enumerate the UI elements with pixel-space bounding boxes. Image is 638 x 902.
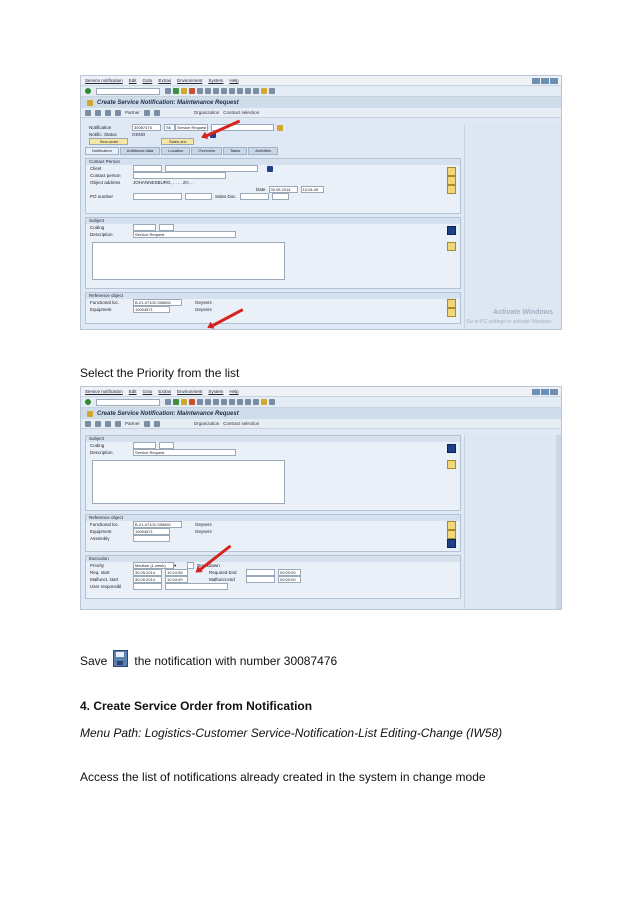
equipment-field[interactable]: 10094571 bbox=[133, 528, 170, 535]
coding-row bbox=[90, 224, 460, 231]
malf-start-row bbox=[90, 576, 460, 583]
maximize-icon[interactable] bbox=[541, 389, 549, 395]
funcloc-row bbox=[90, 299, 460, 306]
funcloc-label: Functional loc. bbox=[90, 300, 120, 305]
address-icon[interactable] bbox=[447, 167, 456, 176]
notification-form bbox=[85, 124, 461, 327]
tab-strip bbox=[85, 147, 461, 155]
description-label: Description bbox=[90, 450, 113, 455]
menu-environment[interactable]: Environment bbox=[177, 78, 203, 83]
save-text-after: the notification with number 30087476 bbox=[134, 654, 338, 668]
save-icon bbox=[113, 650, 128, 667]
tab-activities[interactable]: Activities bbox=[248, 147, 278, 155]
menu-environment[interactable]: Environment bbox=[177, 389, 203, 394]
long-text-edit-icon[interactable] bbox=[447, 460, 456, 469]
new-session-icon[interactable] bbox=[253, 399, 259, 405]
menu-bar bbox=[81, 76, 561, 86]
reference-object-group bbox=[85, 514, 461, 552]
date-label: Date bbox=[256, 187, 266, 192]
back-icon[interactable] bbox=[173, 88, 179, 94]
req-end-time-field[interactable]: 00:00:00 bbox=[278, 569, 301, 576]
find-next-icon[interactable] bbox=[213, 399, 219, 405]
equipment-text: Geysers bbox=[195, 529, 212, 534]
user-responsible-label: User responsibl bbox=[90, 584, 122, 589]
user-responsible-row bbox=[90, 583, 460, 590]
equipment-structure-icon[interactable] bbox=[447, 530, 456, 539]
req-start-row bbox=[90, 569, 460, 576]
next-page-icon[interactable] bbox=[237, 399, 243, 405]
subject-group bbox=[85, 217, 461, 289]
funcloc-field[interactable]: B-21-07102-S08801 bbox=[133, 521, 182, 528]
sales-doc-item-field[interactable] bbox=[272, 193, 289, 200]
workflow-icon[interactable] bbox=[154, 421, 160, 427]
status-row bbox=[89, 131, 461, 138]
user-responsible-field[interactable] bbox=[133, 583, 162, 590]
assembly-field[interactable] bbox=[133, 535, 170, 542]
menu-system[interactable]: System bbox=[208, 389, 224, 394]
description-label: Description bbox=[90, 232, 113, 237]
notification-row bbox=[89, 124, 461, 131]
description-field[interactable]: Service Request bbox=[133, 449, 236, 456]
funcloc-structure-icon[interactable] bbox=[447, 521, 456, 530]
right-panel bbox=[464, 124, 561, 329]
tab-location[interactable]: Location bbox=[161, 147, 190, 155]
priority-dropdown[interactable]: Medium (1 week) bbox=[133, 562, 174, 569]
find-icon[interactable] bbox=[205, 88, 211, 94]
subject-group bbox=[85, 435, 461, 511]
priority-row bbox=[90, 562, 460, 569]
execution-group bbox=[85, 555, 461, 599]
subject-group-title: Subject bbox=[86, 218, 460, 224]
first-page-icon[interactable] bbox=[221, 399, 227, 405]
client-id-field[interactable] bbox=[133, 165, 162, 172]
req-start-date-field[interactable]: 30.05.2014 bbox=[133, 569, 162, 576]
enter-icon[interactable] bbox=[85, 399, 91, 405]
coding-group-field[interactable] bbox=[133, 224, 156, 231]
menu-extras[interactable]: Extras bbox=[158, 389, 172, 394]
execution-group-title: Execution bbox=[86, 556, 460, 562]
workflow-icon[interactable] bbox=[154, 110, 160, 116]
screen-title: Create Service Notification: Maintenance Request bbox=[97, 410, 239, 417]
coding-row bbox=[90, 442, 460, 449]
date-field[interactable]: 30.05.2014 bbox=[269, 186, 298, 193]
access-instruction: Access the list of notifications already created in the system in change mode bbox=[80, 770, 486, 784]
client-info-icon[interactable] bbox=[267, 166, 273, 172]
menu-system[interactable]: System bbox=[208, 78, 224, 83]
screenshot-select-priority bbox=[80, 386, 562, 610]
contract-selection-button[interactable]: Contract selection bbox=[223, 110, 260, 115]
application-toolbar bbox=[81, 419, 561, 429]
display-icon[interactable] bbox=[85, 421, 91, 427]
funcloc-text: Geysers bbox=[195, 522, 212, 527]
exit-icon[interactable] bbox=[181, 399, 187, 405]
malf-end-label: Malfunct.end bbox=[209, 577, 235, 582]
subject-info-icon[interactable] bbox=[447, 444, 456, 453]
layout-icon[interactable] bbox=[269, 88, 275, 94]
description-field[interactable]: Service Request bbox=[133, 231, 236, 238]
equipment-label: Equipment bbox=[90, 529, 112, 534]
equipment-row bbox=[90, 528, 460, 535]
activation-watermark-sub: Go to PC settings to activate Windows. bbox=[466, 319, 553, 325]
help-icon[interactable] bbox=[261, 399, 267, 405]
close-icon[interactable] bbox=[550, 389, 558, 395]
exit-icon[interactable] bbox=[181, 88, 187, 94]
contact-row bbox=[90, 172, 460, 179]
save-text-before: Save bbox=[80, 654, 108, 668]
menu-service-notification[interactable]: Service notification bbox=[85, 78, 123, 83]
last-page-icon[interactable] bbox=[245, 399, 251, 405]
user-responsible-name-field[interactable] bbox=[165, 583, 228, 590]
funcloc-structure-icon[interactable] bbox=[447, 299, 456, 308]
standard-toolbar bbox=[81, 397, 561, 408]
assembly-label: Assembly bbox=[90, 536, 110, 541]
req-end-date-field[interactable] bbox=[246, 569, 275, 576]
po-label: PO number bbox=[90, 194, 114, 199]
subject-info-icon[interactable] bbox=[447, 226, 456, 235]
req-start-label: Req. start bbox=[90, 570, 110, 575]
date-row bbox=[90, 186, 460, 193]
reference-group-title: Reference object bbox=[86, 293, 460, 299]
activation-watermark: Activate Windows bbox=[493, 309, 553, 316]
back-icon[interactable] bbox=[173, 399, 179, 405]
menu-path-text: Menu Path: Logistics-Customer Service-Notification-List Editing-Change (IW58) bbox=[80, 726, 503, 740]
description-row bbox=[90, 231, 460, 238]
attachment-icon[interactable] bbox=[144, 110, 150, 116]
coding-code-field[interactable] bbox=[159, 224, 174, 231]
tab-notification[interactable]: Notification bbox=[85, 147, 119, 155]
find-icon[interactable] bbox=[205, 399, 211, 405]
new-session-icon[interactable] bbox=[253, 88, 259, 94]
display-icon[interactable] bbox=[85, 110, 91, 116]
serv-order-button[interactable]: Serv.order bbox=[89, 138, 128, 145]
funcloc-row bbox=[90, 521, 460, 528]
menu-goto[interactable]: Goto bbox=[142, 78, 153, 83]
equipment-row bbox=[90, 306, 460, 313]
menu-goto[interactable]: Goto bbox=[142, 389, 153, 394]
malf-end-date-field[interactable] bbox=[246, 576, 275, 583]
standard-toolbar bbox=[81, 86, 561, 97]
partner-icon[interactable] bbox=[115, 421, 121, 427]
contact-person-group bbox=[85, 158, 461, 214]
menu-help[interactable]: Help bbox=[229, 78, 239, 83]
tab-additional-data[interactable]: Additional data bbox=[120, 147, 160, 155]
notification-form bbox=[85, 435, 461, 607]
window-controls bbox=[532, 389, 558, 395]
section-heading: 4. Create Service Order from Notification bbox=[80, 699, 313, 713]
object-address-label: Object address bbox=[90, 180, 121, 185]
partner-button[interactable]: Partner bbox=[125, 421, 140, 426]
change-icon[interactable] bbox=[95, 421, 101, 427]
save-icon[interactable] bbox=[165, 88, 171, 94]
next-page-icon[interactable] bbox=[237, 88, 243, 94]
req-end-label: Required End bbox=[209, 570, 237, 575]
menu-edit[interactable]: Edit bbox=[128, 389, 137, 394]
equipment-field[interactable]: 10094571 bbox=[133, 306, 170, 313]
notification-icon bbox=[87, 411, 93, 417]
right-panel bbox=[464, 435, 561, 609]
last-page-icon[interactable] bbox=[245, 88, 251, 94]
print-icon[interactable] bbox=[197, 88, 203, 94]
coding-code-field[interactable] bbox=[159, 442, 174, 449]
contact-label: Contact person bbox=[90, 173, 121, 178]
menu-bar bbox=[81, 387, 561, 397]
object-address-value: JOHANNESBURG, . . . . ZA, . . bbox=[133, 180, 196, 185]
help-icon[interactable] bbox=[261, 88, 267, 94]
menu-help[interactable]: Help bbox=[229, 389, 239, 394]
prev-page-icon[interactable] bbox=[229, 399, 235, 405]
long-text-edit-icon[interactable] bbox=[447, 242, 456, 251]
attachment-icon[interactable] bbox=[144, 421, 150, 427]
subject-group-title: Subject bbox=[86, 436, 460, 442]
menu-service-notification[interactable]: Service notification bbox=[85, 389, 123, 394]
enter-icon[interactable] bbox=[85, 88, 91, 94]
save-icon[interactable] bbox=[165, 399, 171, 405]
object-icon[interactable] bbox=[105, 110, 111, 116]
po-number-field[interactable] bbox=[133, 193, 182, 200]
window-controls bbox=[532, 78, 558, 84]
screen-title: Create Service Notification: Maintenance Request bbox=[97, 99, 239, 106]
notification-icon bbox=[87, 100, 93, 106]
notification-label: Notification bbox=[89, 125, 112, 130]
command-field[interactable] bbox=[96, 88, 160, 95]
notification-number-field[interactable]: 30087476 bbox=[132, 124, 161, 131]
reference-object-group bbox=[85, 292, 461, 324]
close-icon[interactable] bbox=[550, 78, 558, 84]
long-text-icon[interactable] bbox=[277, 125, 283, 131]
client-name-field[interactable] bbox=[165, 165, 258, 172]
object-detail-icon[interactable] bbox=[447, 185, 456, 194]
screen-title-bar bbox=[81, 97, 561, 108]
application-toolbar bbox=[81, 108, 561, 118]
equipment-text: Geysers bbox=[195, 307, 212, 312]
maximize-icon[interactable] bbox=[541, 78, 549, 84]
description-row bbox=[90, 449, 460, 456]
sales-order-button[interactable]: Sales ord. bbox=[161, 138, 194, 145]
coding-group-field[interactable] bbox=[133, 442, 156, 449]
coding-label: Coding bbox=[90, 225, 105, 230]
notification-desc-field[interactable]: Service Request bbox=[177, 125, 207, 130]
sales-doc-field[interactable] bbox=[240, 193, 269, 200]
assembly-info-icon[interactable] bbox=[447, 539, 456, 548]
object-address-row bbox=[90, 179, 460, 186]
cancel-icon[interactable] bbox=[189, 399, 195, 405]
chevron-down-icon[interactable]: ▾ bbox=[174, 562, 177, 568]
menu-extras[interactable]: Extras bbox=[158, 78, 172, 83]
equipment-structure-icon[interactable] bbox=[447, 308, 456, 317]
equipment-label: Equipment bbox=[90, 307, 112, 312]
layout-icon[interactable] bbox=[269, 399, 275, 405]
malf-start-time-field[interactable]: 10:24:49 bbox=[165, 576, 188, 583]
partner-button[interactable]: Partner bbox=[125, 110, 140, 115]
status-label: Notific. Status bbox=[89, 132, 117, 137]
funcloc-label: Functional loc. bbox=[90, 522, 120, 527]
req-start-time-field[interactable]: 10:24:55 bbox=[165, 569, 188, 576]
prev-page-icon[interactable] bbox=[229, 88, 235, 94]
minimize-icon[interactable] bbox=[532, 389, 540, 395]
malf-start-label: Malfunct. start bbox=[90, 577, 119, 582]
menu-edit[interactable]: Edit bbox=[128, 78, 137, 83]
order-buttons-row bbox=[89, 138, 461, 145]
sales-doc-label: Sales Doc. bbox=[215, 194, 237, 199]
print-icon[interactable] bbox=[197, 399, 203, 405]
status-value: OSNO bbox=[132, 132, 146, 137]
time-field[interactable]: 10:24:49 bbox=[301, 186, 324, 193]
first-page-icon[interactable] bbox=[221, 88, 227, 94]
assembly-row bbox=[90, 535, 460, 542]
long-text-area[interactable] bbox=[92, 460, 285, 504]
command-field[interactable] bbox=[96, 399, 160, 406]
po-date-field[interactable] bbox=[185, 193, 212, 200]
breakdown-label: Breakdown bbox=[197, 563, 220, 568]
contact-field[interactable] bbox=[133, 172, 226, 179]
coding-label: Coding bbox=[90, 443, 105, 448]
vertical-scrollbar[interactable] bbox=[556, 435, 561, 609]
change-icon[interactable] bbox=[95, 110, 101, 116]
organization-button[interactable]: Organization bbox=[193, 421, 220, 426]
save-instruction bbox=[80, 650, 337, 668]
minimize-icon[interactable] bbox=[532, 78, 540, 84]
malf-start-date-field[interactable]: 30.05.2014 bbox=[133, 576, 162, 583]
long-text-area[interactable] bbox=[92, 242, 285, 280]
client-row bbox=[90, 165, 460, 172]
tab-overview[interactable]: Overview bbox=[191, 147, 222, 155]
client-label: Client bbox=[90, 166, 102, 171]
priority-label: Priority bbox=[90, 563, 105, 568]
organization-button[interactable]: Organization bbox=[193, 110, 220, 115]
funcloc-field[interactable]: B-21-07102-S08801 bbox=[133, 299, 182, 306]
reference-group-title: Reference object bbox=[86, 515, 460, 521]
funcloc-text: Geysers bbox=[195, 300, 212, 305]
find-next-icon[interactable] bbox=[213, 88, 219, 94]
screen-title-bar bbox=[81, 408, 561, 419]
contact-group-title: Contact Person bbox=[86, 159, 460, 165]
contract-selection-button[interactable]: Contract selection bbox=[223, 421, 260, 426]
cancel-icon[interactable] bbox=[189, 88, 195, 94]
caption-select-priority: Select the Priority from the list bbox=[80, 366, 240, 380]
partner-detail-icon[interactable] bbox=[447, 176, 456, 185]
malf-end-time-field[interactable]: 00:00:00 bbox=[278, 576, 301, 583]
object-icon[interactable] bbox=[105, 421, 111, 427]
partner-icon[interactable] bbox=[115, 110, 121, 116]
notification-type-field[interactable]: S6 bbox=[164, 124, 175, 131]
screenshot-create-notification bbox=[80, 75, 562, 330]
po-row bbox=[90, 193, 460, 200]
tab-tasks[interactable]: Tasks bbox=[223, 147, 247, 155]
